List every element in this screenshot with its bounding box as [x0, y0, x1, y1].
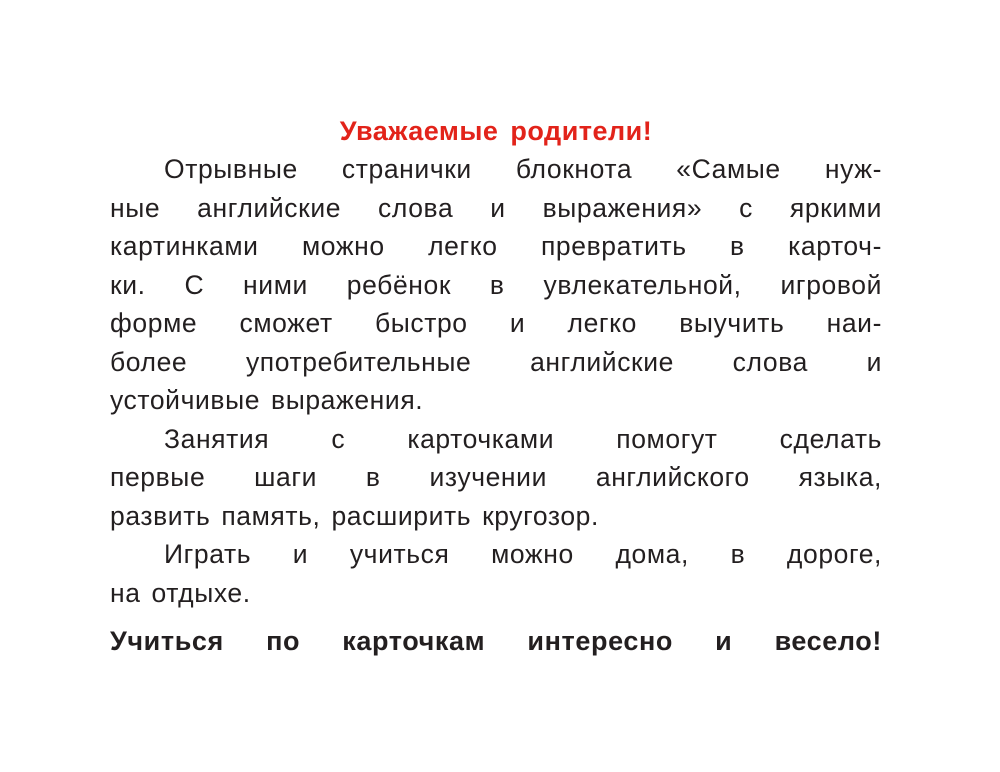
paragraph-3 [110, 535, 882, 612]
paragraph-line: Отрывные странички блокнота «Самые нуж- [164, 154, 882, 184]
paragraph-1 [110, 150, 882, 420]
paragraph-line: первые шаги в изучении английского языка, [110, 462, 882, 492]
paragraph-line: устойчивые выражения. [110, 385, 424, 415]
closing-line: Учиться по карточкам интересно и весело! [110, 626, 882, 656]
paragraph-line: Играть и учиться можно дома, в дороге, [164, 539, 882, 569]
heading: Уважаемые родители! [339, 116, 653, 146]
paragraph-2 [110, 420, 882, 536]
paragraph-line: картинками можно легко превратить в карточ- [110, 231, 882, 261]
paragraph-line: форме сможет быстро и легко выучить наи- [110, 308, 882, 338]
paragraph-line: более употребительные английские слова и [110, 346, 882, 377]
paragraph-line: ные английские слова и выражения» с яркими [110, 192, 882, 223]
paragraph-line: Занятия с карточками помогут сделать [164, 423, 882, 454]
paragraph-line: на отдыхе. [110, 577, 251, 608]
text-block [110, 112, 882, 660]
paragraph-line: ки. С ними ребёнок в увлекательной, игровой [110, 269, 882, 300]
paragraph-line: развить память, расширить кругозор. [110, 500, 599, 531]
